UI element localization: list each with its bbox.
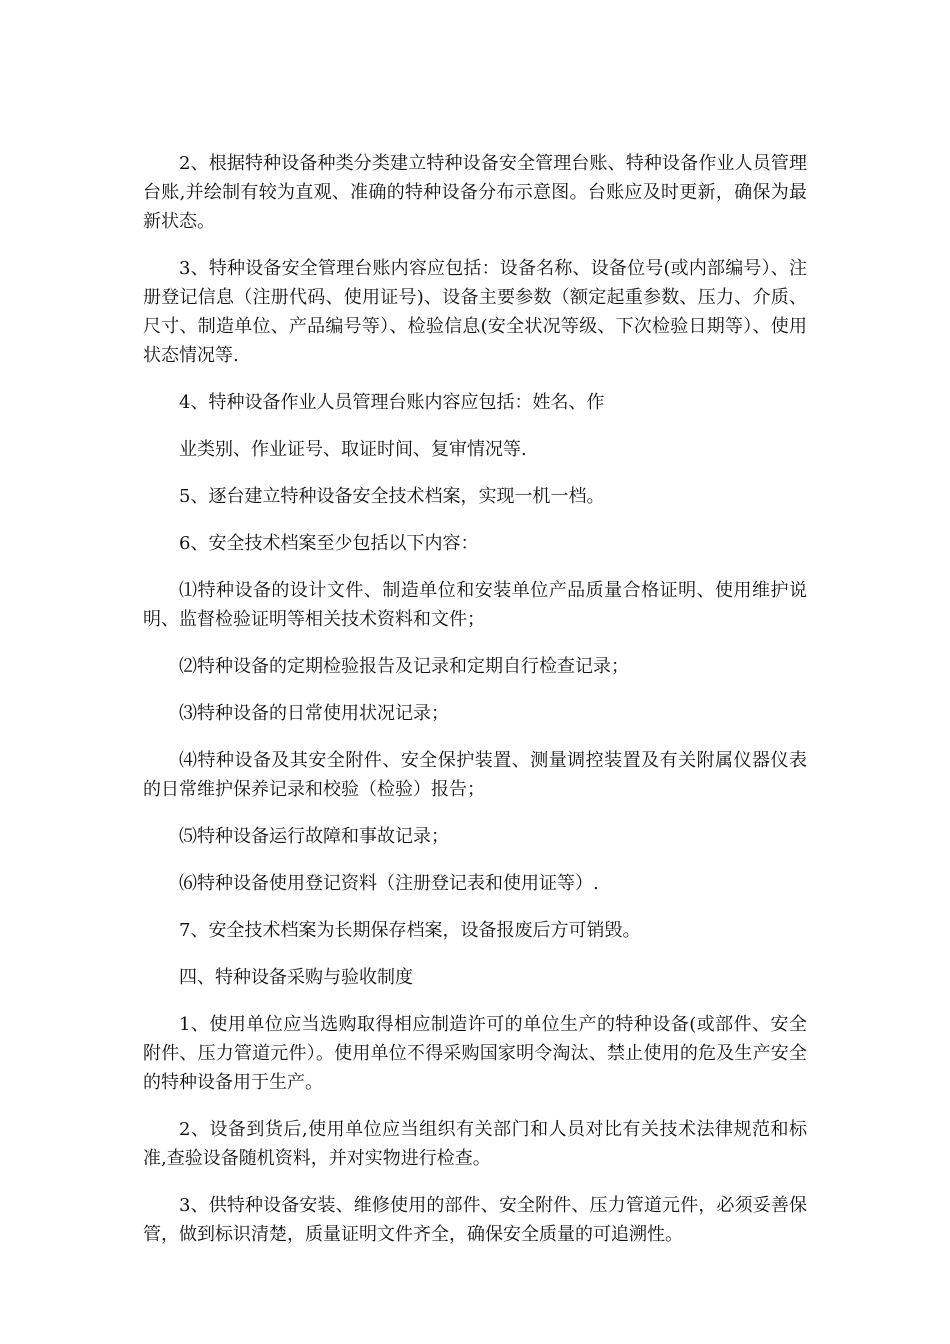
paragraph-7-retention: 7、安全技术档案为长期保存档案，设备报废后方可销毁。 xyxy=(179,920,641,941)
procurement-paragraph-3: 3、供特种设备安装、维修使用的部件、安全附件、压力管道元件，必须妥善保管，做到标识清楚，质量证明文件齐全，确保安全质量的可追溯性。 xyxy=(143,1195,807,1245)
list-item-3: ⑶特种设备的日常使用状况记录； xyxy=(179,703,449,724)
section-heading-procurement: 四、特种设备采购与验收制度 xyxy=(179,967,413,988)
paragraph-2-ledger: 2、根据特种设备种类分类建立特种设备安全管理台账、特种设备作业人员管理台账,并绘制有较为直观、准确的特种设备分布示意图。台账应及时更新，确保为最新状态。 xyxy=(143,153,807,232)
paragraph-3-ledger-content: 3、特种设备安全管理台账内容应包括：设备名称、设备位号(或内部编号）、注册登记信息（注册代码、使用证号)、设备主要参数（额定起重参数、压力、介质、尺寸、制造单位、产品编号等）、检验信息(安全状况等级、下次检验日期等）、使用状态情况等. xyxy=(143,258,807,366)
list-item-6: ⑹特种设备使用登记资料（注册登记表和使用证等）. xyxy=(179,873,599,894)
list-item-1: ⑴特种设备的设计文件、制造单位和安装单位产品质量合格证明、使用维护说明、监督检验证明等相关技术资料和文件； xyxy=(143,580,807,630)
paragraph-5-archive: 5、逐台建立特种设备安全技术档案，实现一机一档。 xyxy=(179,486,605,507)
list-item-2: ⑵特种设备的定期检验报告及记录和定期自行检查记录； xyxy=(179,656,629,677)
paragraph-6-archive-content: 6、安全技术档案至少包括以下内容： xyxy=(179,533,479,554)
document-body xyxy=(143,149,807,1249)
paragraph-4-continued: 业类别、作业证号、取证时间、复审情况等. xyxy=(179,439,527,460)
list-item-5: ⑸特种设备运行故障和事故记录； xyxy=(179,826,449,847)
list-item-4: ⑷特种设备及其安全附件、安全保护装置、测量调控装置及有关附属仪器仪表的日常维护保养记录和校验（检验）报告； xyxy=(143,750,807,800)
procurement-paragraph-1: 1、使用单位应当选购取得相应制造许可的单位生产的特种设备(或部件、安全附件、压力管道元件）。使用单位不得采购国家明令淘汰、禁止使用的危及生产安全的特种设备用于生产。 xyxy=(143,1014,807,1093)
procurement-paragraph-2: 2、设备到货后,使用单位应当组织有关部门和人员对比有关技术法律规范和标准,查验设备随机资料，并对实物进行检查。 xyxy=(143,1119,807,1169)
paragraph-4-operator-ledger: 4、特种设备作业人员管理台账内容应包括：姓名、作 xyxy=(179,392,605,413)
